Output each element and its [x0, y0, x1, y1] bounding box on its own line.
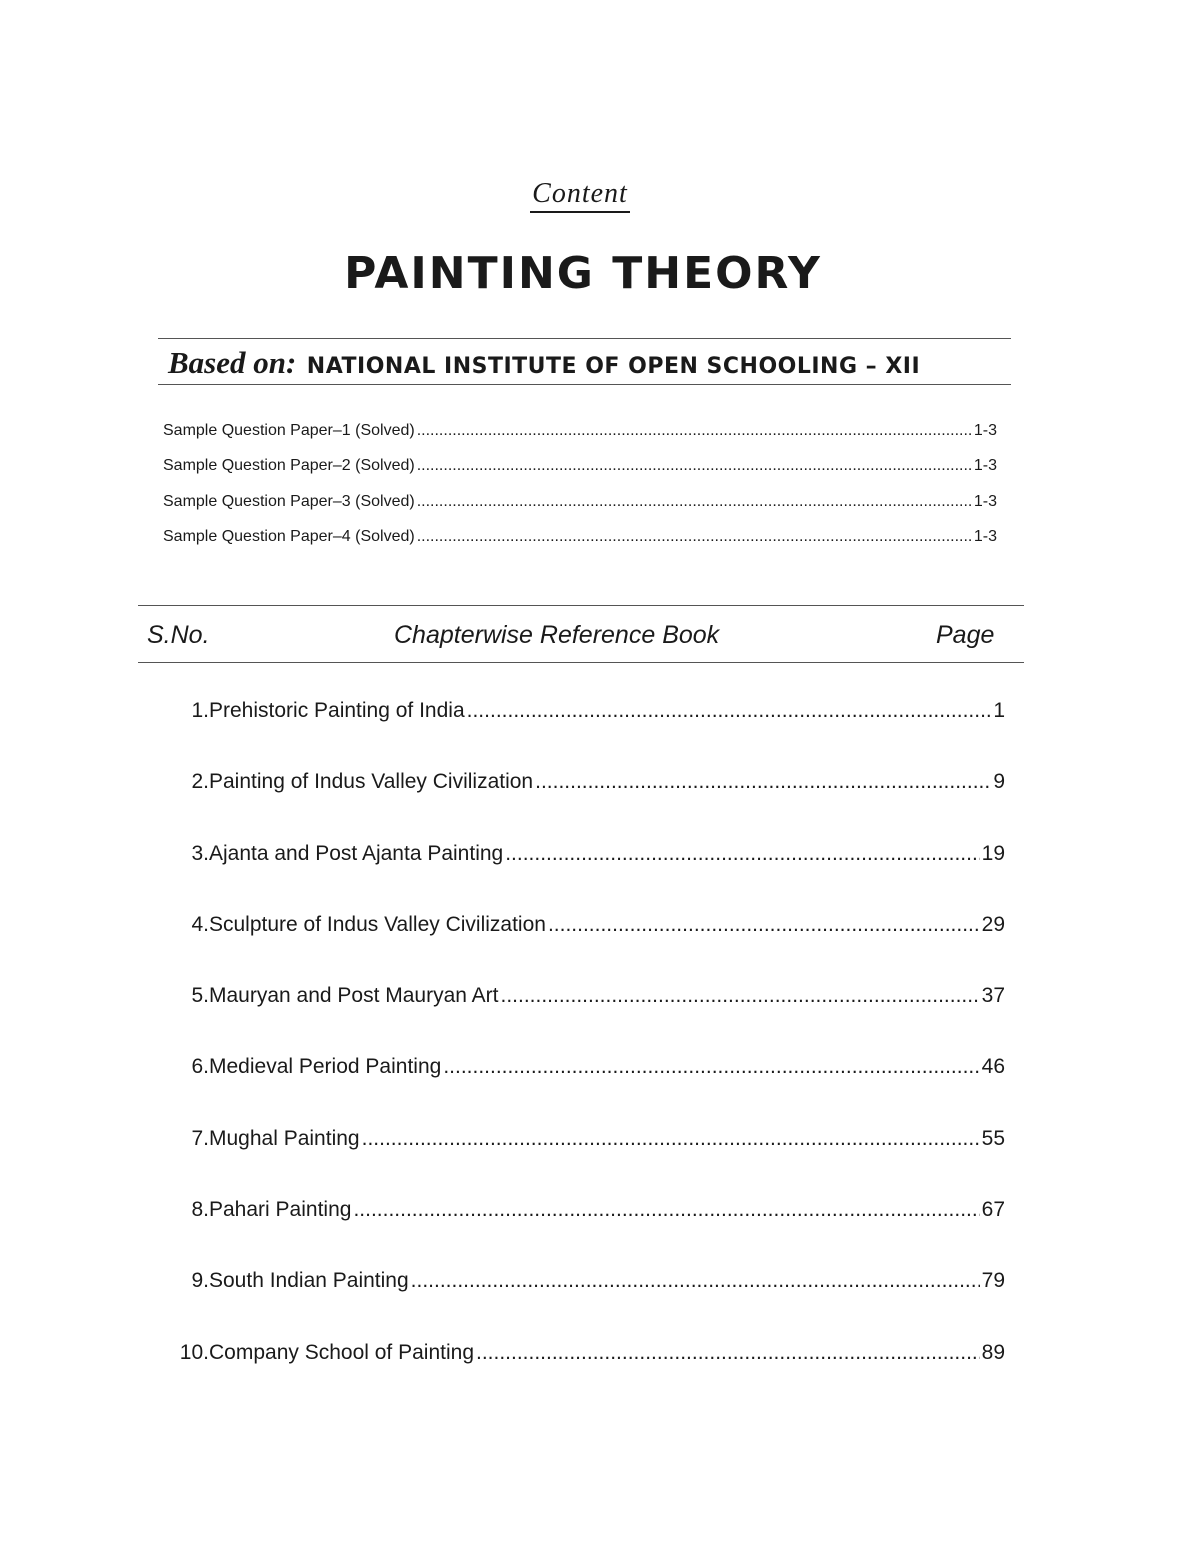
chapter-number: 3. [191, 841, 209, 865]
sno-column-header: S.No. [147, 621, 210, 649]
dot-leader [467, 699, 992, 723]
chapter-number-cell [150, 699, 209, 723]
chapter-entry[interactable] [150, 699, 1005, 770]
chapter-entry[interactable] [150, 1127, 1005, 1198]
chapter-number-cell [150, 984, 209, 1008]
dot-leader [505, 842, 979, 866]
chapter-entry[interactable] [150, 984, 1005, 1055]
dot-leader [443, 1055, 979, 1079]
chapter-entry[interactable] [150, 1198, 1005, 1269]
sample-paper-entry[interactable] [163, 528, 997, 563]
sample-paper-page: 1-3 [973, 492, 997, 510]
chapter-page: 29 [981, 912, 1005, 936]
sample-paper-page: 1-3 [973, 527, 997, 545]
chapter-number-cell [150, 1198, 209, 1222]
chapter-title: Medieval Period Painting [209, 1055, 442, 1079]
sample-paper-page: 1-3 [973, 422, 997, 439]
chapter-title: South Indian Painting [209, 1269, 409, 1293]
chapter-title: Prehistoric Painting of India [209, 699, 465, 722]
chapter-page: 9 [993, 770, 1005, 794]
dot-leader [417, 493, 972, 511]
chapter-title: Company School of Painting [209, 1340, 474, 1364]
book-title: PAINTING THEORY [344, 248, 822, 299]
chapter-entry[interactable] [150, 1341, 1005, 1412]
chapter-page: 1 [993, 699, 1005, 722]
chapter-title: Painting of Indus Valley Civilization [209, 770, 534, 794]
dot-leader [535, 770, 991, 794]
chapter-number: 1. [191, 699, 209, 722]
chapter-page: 55 [981, 1126, 1005, 1150]
chapter-list [150, 699, 1005, 1412]
sample-paper-title: Sample Question Paper–2 (Solved) [163, 457, 415, 475]
chapter-entry[interactable] [150, 842, 1005, 913]
chapter-number: 2. [191, 770, 209, 794]
chapter-number-cell [150, 1341, 209, 1365]
chapter-number: 7. [191, 1126, 209, 1150]
chapter-number: 10. [179, 1340, 209, 1364]
chapter-number: 9. [191, 1269, 209, 1293]
dot-leader [411, 1269, 980, 1293]
chapter-page: 67 [981, 1198, 1005, 1222]
dot-leader [476, 1341, 980, 1365]
based-on-top-rule [158, 338, 1011, 339]
content-label: Content [530, 178, 630, 213]
chapter-page: 46 [981, 1055, 1005, 1079]
dot-leader [417, 457, 972, 475]
table-header-top-rule [138, 605, 1024, 606]
based-on-bottom-rule [158, 384, 1011, 385]
sample-paper-title: Sample Question Paper–1 (Solved) [163, 422, 415, 439]
chapter-title: Sculpture of Indus Valley Civilization [209, 912, 546, 936]
sample-paper-list [163, 422, 997, 563]
dot-leader [500, 984, 979, 1008]
chapter-number: 8. [191, 1198, 209, 1222]
chapter-number-cell [150, 770, 209, 794]
based-on-line [168, 343, 920, 383]
chapter-title: Pahari Painting [209, 1198, 352, 1222]
chapter-number: 6. [191, 1055, 209, 1079]
chapter-title: Mauryan and Post Mauryan Art [209, 984, 499, 1008]
content-label-wrap [0, 178, 1160, 213]
institution-name: NATIONAL INSTITUTE OF OPEN SCHOOLING – XII [306, 354, 921, 379]
page-column-header: Page [936, 621, 995, 649]
chapter-number: 4. [191, 912, 209, 936]
chapter-number-cell [150, 1127, 209, 1151]
chapter-entry[interactable] [150, 1055, 1005, 1126]
chapter-page: 19 [981, 841, 1005, 865]
chapter-page: 37 [981, 984, 1005, 1008]
dot-leader [548, 913, 980, 937]
chapter-number-cell [150, 1269, 209, 1293]
dot-leader [417, 528, 972, 546]
dot-leader [417, 422, 972, 440]
dot-leader [362, 1127, 980, 1151]
dot-leader [353, 1198, 979, 1222]
chapter-entry[interactable] [150, 1269, 1005, 1340]
chapter-page: 79 [981, 1269, 1005, 1293]
sample-paper-entry[interactable] [163, 493, 997, 528]
chapter-number-cell [150, 913, 209, 937]
chapter-title: Mughal Painting [209, 1126, 360, 1150]
chapter-page: 89 [981, 1340, 1005, 1364]
sample-paper-entry[interactable] [163, 422, 997, 457]
chapter-title: Ajanta and Post Ajanta Painting [209, 841, 504, 865]
sample-paper-title: Sample Question Paper–3 (Solved) [163, 492, 415, 510]
sample-paper-entry[interactable] [163, 457, 997, 492]
sample-paper-page: 1-3 [973, 457, 997, 475]
chapter-number-cell [150, 1055, 209, 1079]
chapter-entry[interactable] [150, 913, 1005, 984]
title-column-header: Chapterwise Reference Book [394, 621, 720, 649]
sample-paper-title: Sample Question Paper–4 (Solved) [163, 527, 415, 545]
chapter-number-cell [150, 842, 209, 866]
table-header-bottom-rule [138, 662, 1024, 663]
based-on-prefix: Based on: [168, 345, 297, 380]
chapter-number: 5. [191, 984, 209, 1008]
chapter-entry[interactable] [150, 770, 1005, 841]
